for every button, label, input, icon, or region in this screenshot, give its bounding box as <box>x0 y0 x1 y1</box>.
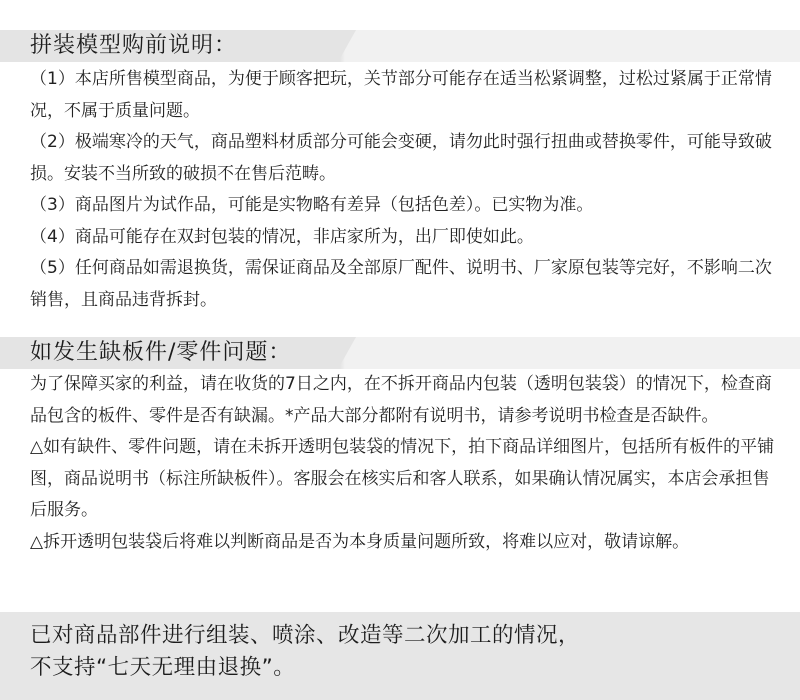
purchase-notes-body <box>30 64 775 316</box>
footer-line: 不支持“七天无理由退换”。 <box>30 655 296 680</box>
section-title: 如发生缺板件/零件问题： <box>30 340 292 365</box>
section-header-purchase-notes <box>0 30 800 62</box>
missing-parts-paragraph: △如有缺件、零件问题，请在未拆开透明包装袋的情况下，拍下商品详细图片，包括所有板件的平铺图，商品说明书（标注所缺板件）。客服会在核实后和客人联系，如果确认情况属实，本店会承担售后服务。 <box>30 437 775 520</box>
notes-paragraph: （1）本店所售模型商品，为便于顾客把玩，关节部分可能存在适当松紧调整，过松过紧属于正常情况，不属于质量问题。 <box>30 69 772 121</box>
footer-notice <box>0 612 800 700</box>
missing-parts-body <box>30 369 775 558</box>
footer-line: 已对商品部件进行组装、喷涂、改造等二次加工的情况， <box>30 623 581 648</box>
notes-paragraph: （3）商品图片为试作品，可能是实物略有差异（包括色差）。已实物为准。 <box>30 195 594 215</box>
missing-parts-paragraph: △拆开透明包装袋后将难以判断商品是否为本身质量问题所致，将难以应对，敬请谅解。 <box>30 531 690 552</box>
notes-paragraph: （2）极端寒冷的天气，商品塑料材质部分可能会变硬，请勿此时强行扭曲或替换零件，可能导致破损。安装不当所致的破损不在售后范畴。 <box>30 132 772 184</box>
section-title: 拼装模型购前说明： <box>30 33 238 58</box>
notes-paragraph: （5）任何商品如需退换货，需保证商品及全部原厂配件、说明书、厂家原包装等完好，不影响二次销售，且商品违背拆封。 <box>30 258 772 310</box>
notes-paragraph: （4）商品可能存在双封包装的情况，非店家所为，出厂即使如此。 <box>30 226 534 247</box>
section-header-missing-parts <box>0 337 800 369</box>
missing-parts-paragraph: 为了保障买家的利益，请在收货的7日之内，在不拆开商品内包装（透明包装袋）的情况下，检查商品包含的板件、零件是否有缺漏。*产品大部分都附有说明书，请参考说明书检查是否缺件。 <box>30 374 772 426</box>
